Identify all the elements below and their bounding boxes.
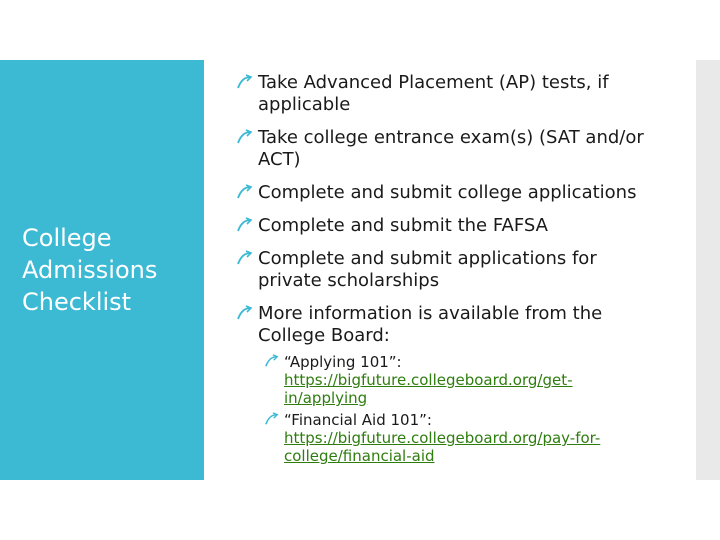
item-text-line: More information is available from the: [258, 303, 603, 324]
arrow-bullet-icon: [264, 354, 280, 368]
arrow-bullet-icon: [236, 184, 254, 200]
item-text-line: private scholarships: [258, 270, 440, 291]
item-text-line: ACT): [258, 149, 301, 170]
link-text-line[interactable]: in/applying: [284, 389, 368, 407]
item-text-line: College Board:: [258, 325, 390, 346]
financial-aid-101-link[interactable]: [284, 429, 686, 465]
link-text-line[interactable]: college/financial-aid: [284, 447, 435, 465]
checklist-item-ap-tests: [236, 72, 686, 116]
item-text-line: Take Advanced Placement (AP) tests, if: [258, 72, 609, 93]
slide-title-line: College: [22, 224, 112, 252]
arrow-bullet-icon: [236, 129, 254, 145]
checklist-item-fafsa: [236, 215, 686, 237]
checklist-content: [236, 72, 686, 465]
arrow-bullet-icon: [236, 74, 254, 90]
link-text-line[interactable]: https://bigfuture.collegeboard.org/get-: [284, 371, 573, 389]
slide-title-line: Admissions: [22, 256, 158, 284]
arrow-bullet-icon: [236, 217, 254, 233]
sub-item-label: “Applying 101”:: [284, 353, 402, 371]
slide-title-line: Checklist: [22, 288, 132, 316]
checklist-item-scholarships: [236, 248, 686, 292]
arrow-bullet-icon: [236, 305, 254, 321]
right-decorative-band: [696, 60, 720, 480]
checklist-item-more-information: [236, 303, 686, 347]
item-text-line: Complete and submit the FAFSA: [258, 215, 548, 236]
item-text-line: applicable: [258, 94, 351, 115]
checklist-item-college-applications: [236, 182, 686, 204]
sub-item-label: “Financial Aid 101”:: [284, 411, 432, 429]
arrow-bullet-icon: [264, 412, 280, 426]
applying-101-link[interactable]: [284, 371, 686, 407]
slide-title: [22, 222, 202, 318]
item-text-line: Take college entrance exam(s) (SAT and/or: [258, 127, 644, 148]
arrow-bullet-icon: [236, 250, 254, 266]
sub-item-financial-aid-101: [264, 411, 686, 465]
link-text-line[interactable]: https://bigfuture.collegeboard.org/pay-for-: [284, 429, 601, 447]
checklist-item-entrance-exam: [236, 127, 686, 171]
sub-item-applying-101: [264, 353, 686, 407]
item-text-line: Complete and submit applications for: [258, 248, 597, 269]
item-text-line: Complete and submit college applications: [258, 182, 637, 203]
